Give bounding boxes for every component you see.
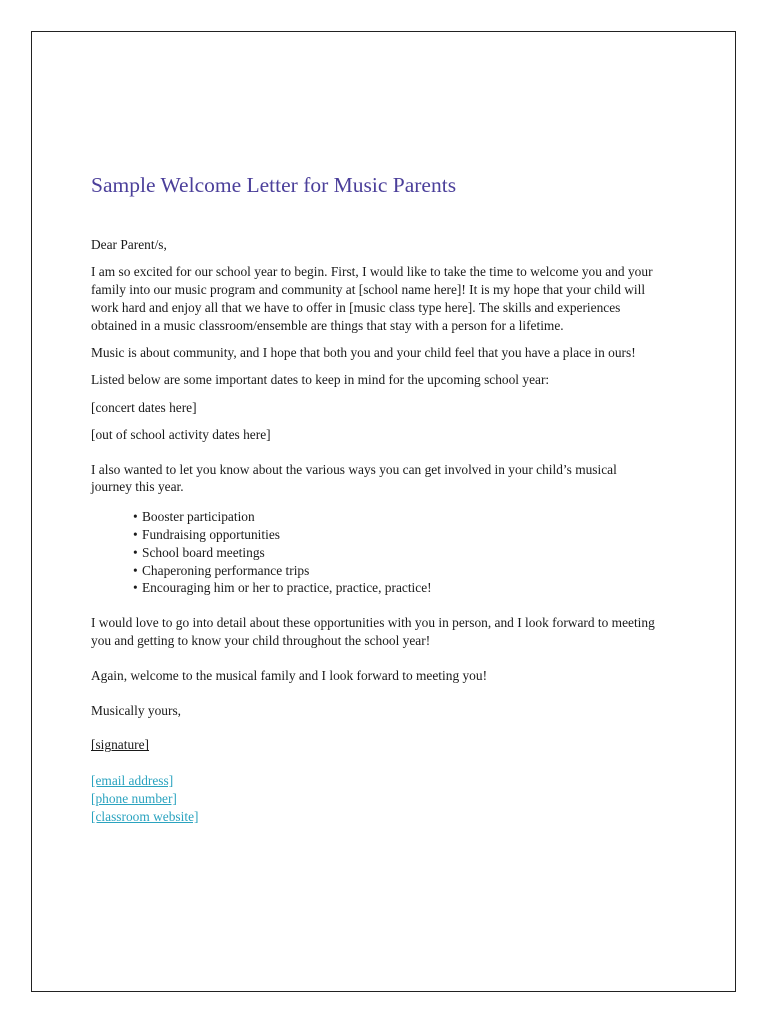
concert-dates-placeholder: [concert dates here] — [91, 399, 197, 415]
document-page — [31, 31, 736, 992]
bullet-icon: • — [133, 509, 138, 525]
letter-body — [91, 172, 691, 826]
welcome-paragraph: Again, welcome to the musical family and I look forward to meeting you! — [91, 667, 488, 683]
activity-dates-placeholder: [out of school activity dates here] — [91, 426, 271, 442]
community-paragraph: Music is about community, and I hope that both you and your child feel that you have a place in ours! — [91, 344, 636, 360]
detail-line: I would love to go into detail about these opportunities with you in person, and I look forward to meeting — [91, 615, 655, 631]
detail-line: you and getting to know your child throughout the school year! — [91, 633, 431, 649]
involvement-line: I also wanted to let you know about the various ways you can get involved in your child’s musical — [91, 461, 617, 477]
involvement-list — [133, 508, 691, 597]
bullet-icon: • — [133, 580, 138, 596]
bullet-icon: • — [133, 527, 138, 543]
list-item — [133, 579, 691, 597]
phone-link[interactable]: [phone number] — [91, 791, 177, 807]
intro-line: obtained in a music classroom/ensemble are things that stay with a person for a lifetime. — [91, 317, 564, 333]
list-item-text: Booster participation — [142, 509, 255, 525]
list-item — [133, 544, 691, 562]
email-link[interactable]: [email address] — [91, 773, 174, 789]
letter-title: Sample Welcome Letter for Music Parents — [91, 173, 457, 197]
intro-line: I am so excited for our school year to begin. First, I would like to take the time to welcome you and your — [91, 264, 653, 280]
website-link[interactable]: [classroom website] — [91, 808, 199, 824]
closing: Musically yours, — [91, 702, 182, 718]
detail-paragraph — [91, 614, 691, 650]
dates-intro-paragraph: Listed below are some important dates to keep in mind for the upcoming school year: — [91, 372, 550, 388]
involvement-line: journey this year. — [91, 479, 184, 495]
signature-placeholder: [signature] — [91, 737, 150, 753]
bullet-icon: • — [133, 562, 138, 578]
involvement-paragraph — [91, 461, 691, 497]
intro-line: work hard and enjoy all that we have to offer in [music class type here]. The skills and experiences — [91, 299, 621, 315]
list-item — [133, 526, 691, 544]
list-item-text: Encouraging him or her to practice, practice, practice! — [142, 580, 432, 596]
list-item-text: Chaperoning performance trips — [142, 562, 310, 578]
bullet-icon: • — [133, 544, 138, 560]
salutation: Dear Parent/s, — [91, 237, 167, 252]
list-item — [133, 562, 691, 580]
list-item — [133, 508, 691, 526]
intro-paragraph — [91, 263, 691, 334]
list-item-text: Fundraising opportunities — [142, 527, 280, 543]
intro-line: family into our music program and community at [school name here]! It is my hope that your child will — [91, 282, 646, 298]
list-item-text: School board meetings — [142, 544, 265, 560]
contact-links — [91, 772, 691, 825]
